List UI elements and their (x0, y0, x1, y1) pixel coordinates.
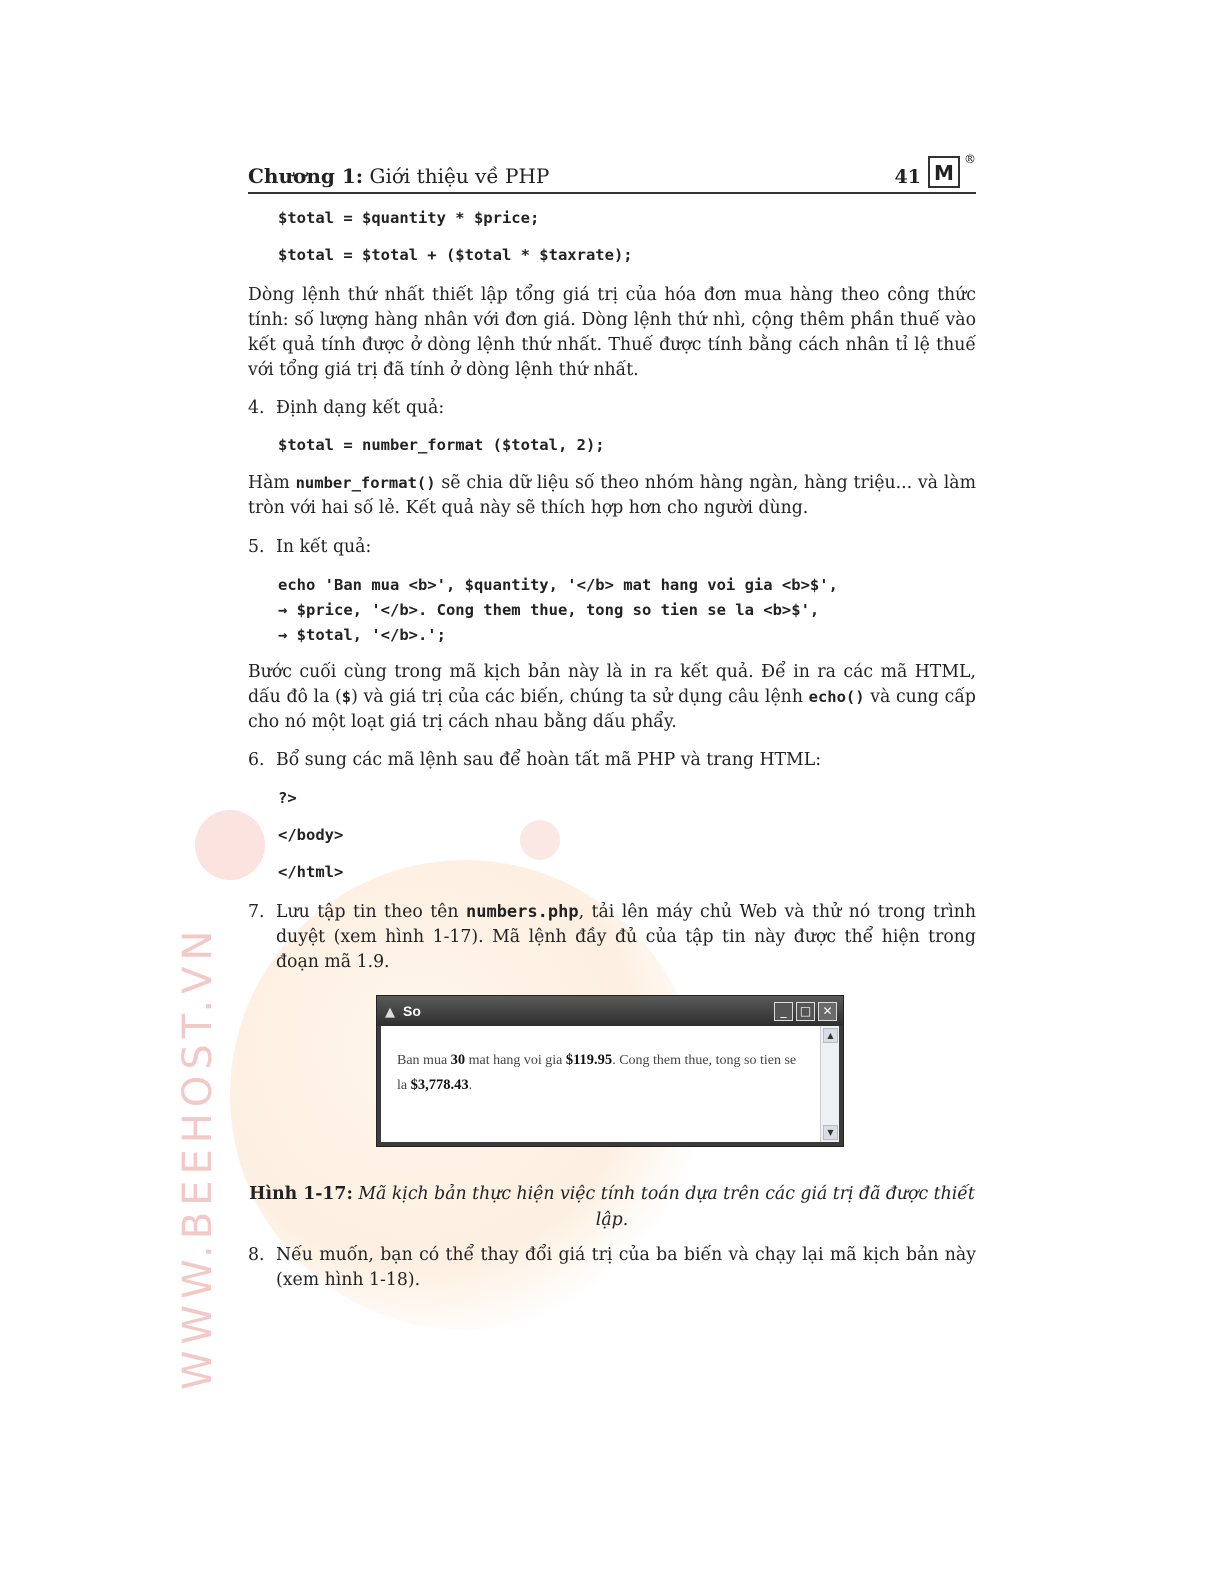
window-title: So (403, 1003, 421, 1019)
total-value: $3,778.43 (410, 1077, 469, 1093)
code-line: → $total, '</b>.'; (278, 626, 446, 644)
page-number: 41 (894, 166, 921, 188)
code-line: </body> (278, 826, 344, 844)
chapter-name: Giới thiệu về PHP (369, 164, 550, 188)
text-run: Hàm (248, 473, 296, 493)
code-line: $total = $total + ($total * $taxrate); (278, 246, 633, 264)
paragraph: Dòng lệnh thứ nhất thiết lập tổng giá trị của hóa đơn mua hàng theo công thức tính: số lượng hàng nhân với đơn giá. Dòng lệnh thứ nhì, cộng thêm phần thuế vào kết quả tính được ở dòng lệnh thứ nhất. Thuế được tính bằng cách nhân tỉ lệ thuế với tổng giá trị đã tính ở dòng lệnh thứ nhất. (248, 285, 976, 380)
vertical-scrollbar[interactable] (820, 1026, 839, 1142)
step-number: 5. (248, 537, 265, 557)
code-line: → $price, '</b>. Cong them thue, tong so tien se la <b>$', (278, 601, 820, 619)
text-run: Lưu tập tin theo tên (276, 902, 466, 922)
close-button[interactable]: ✕ (818, 1002, 837, 1021)
figure-caption (248, 1181, 976, 1233)
step-text: Bổ sung các mã lệnh sau để hoàn tất mã PHP và trang HTML: (276, 750, 822, 770)
text-run: ) và giá trị của các biến, chúng ta sử dụng câu lệnh (351, 687, 809, 707)
text-run: sẽ chia dữ liệu số theo nhóm hàng ngàn, hàng triệu... và làm tròn với hai số lẻ. Kết quả này sẽ thích hợp hơn cho người dùng. (248, 473, 976, 518)
step-text: In kết quả: (276, 537, 372, 557)
function-name: echo() (808, 688, 865, 706)
minimize-button[interactable]: _ (774, 1002, 793, 1021)
maximize-button[interactable]: □ (796, 1002, 815, 1021)
output-text (397, 1048, 801, 1098)
code-line: $total = number_format ($total, 2); (278, 436, 605, 454)
app-icon: ▲ (385, 1005, 395, 1020)
site-watermark: WWW.BEEHOST.VN (175, 924, 221, 1390)
text-run: Ban mua (397, 1053, 451, 1068)
code-line: ?> (278, 789, 297, 807)
step-text: Định dạng kết quả: (276, 398, 445, 418)
step-text: Nếu muốn, bạn có thể thay đổi giá trị của ba biến và chạy lại mã kịch bản này (xem hình 1-18). (276, 1245, 976, 1290)
scroll-down-icon[interactable]: ▼ (823, 1125, 838, 1140)
step-text (276, 900, 976, 975)
function-name: number_format() (295, 474, 436, 492)
text-run: , tải lên máy chủ Web và thử nó trong trình duyệt (xem hình 1-17). Mã lệnh đầy đủ của tập tin này được thể hiện trong đoạn mã 1.9. (276, 902, 977, 972)
scroll-up-icon[interactable]: ▲ (823, 1028, 838, 1043)
step-number: 8. (248, 1245, 265, 1265)
step-number: 6. (248, 750, 265, 770)
dollar-sign: $ (341, 688, 352, 706)
caption-text: Mã kịch bản thực hiện việc tính toán dựa trên các giá trị đã được thiết lập. (358, 1184, 975, 1230)
text-run: . (468, 1078, 473, 1093)
code-line: echo 'Ban mua <b>', $quantity, '</b> mat hang voi gia <b>$', (278, 576, 838, 594)
registered-mark: ® (964, 152, 976, 166)
page-header (248, 152, 976, 194)
text-run: mat hang voi gia (465, 1053, 566, 1068)
file-name: numbers.php (465, 902, 579, 922)
paragraph (248, 660, 976, 735)
chapter-title (248, 164, 549, 188)
window-titlebar (377, 996, 843, 1026)
text-run: Bước cuối cùng trong mã kịch bản này là in ra kết quả. Để in ra các mã HTML, dấu đô la ( (248, 662, 976, 707)
publisher-logo: M (928, 156, 960, 188)
code-line: </html> (278, 863, 344, 881)
price-value: $119.95 (565, 1052, 613, 1068)
window-content (381, 1026, 839, 1142)
decorative-blob (520, 820, 560, 860)
step-number: 4. (248, 398, 265, 418)
text-run: . Cong them thue, tong so tien se la (397, 1053, 797, 1093)
code-line: $total = $quantity * $price; (278, 209, 540, 227)
decorative-blob (195, 810, 265, 880)
text-run: và cung cấp cho nó một loạt giá trị cách nhau bằng dấu phẩy. (248, 687, 976, 732)
figure-label: Hình 1-17: (249, 1184, 353, 1204)
chapter-label: Chương 1: (248, 164, 364, 188)
paragraph (248, 471, 976, 521)
browser-window-screenshot (376, 995, 844, 1147)
quantity-value: 30 (450, 1052, 466, 1068)
step-number: 7. (248, 902, 265, 922)
